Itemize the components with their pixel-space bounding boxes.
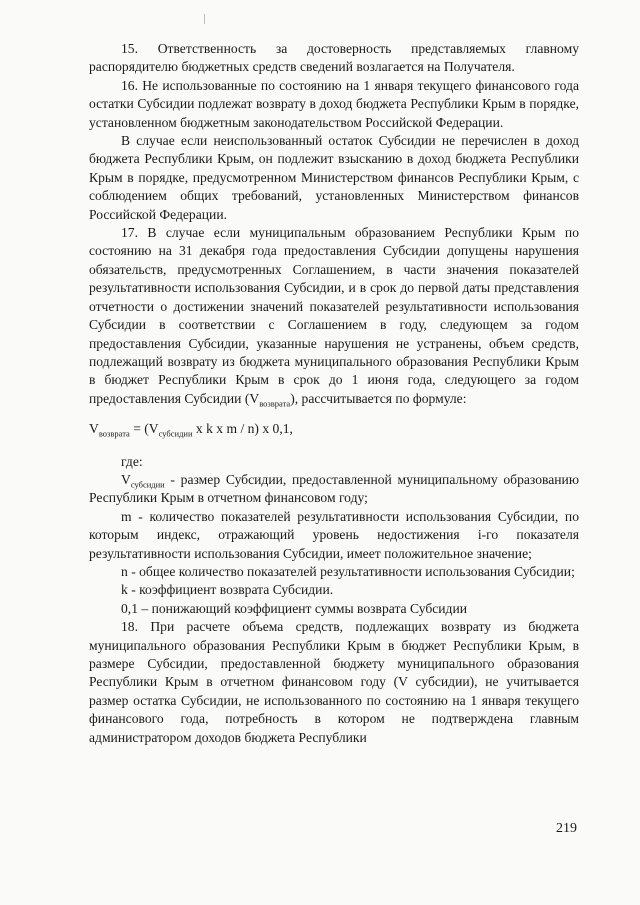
def-k: k - коэффициент возврата Субсидии. <box>121 582 334 598</box>
def-v-symbol: V <box>121 471 131 487</box>
paragraph-17-v-sub: возврата <box>259 398 291 409</box>
paragraph-16-continued: В случае если неиспользованный остаток Субсидии не перечислен в доход бюджета Республики Крым, он подлежит взысканию в доход бюджета Республики Крым в порядке, предусмотренном Министерством финансов Республики Крым, с соблюдением общих требований, установленных Министерством финансов Российской Федерации. <box>89 133 579 222</box>
where-label: где: <box>121 453 143 469</box>
formula-lhs: V <box>89 421 99 437</box>
paragraph-17-v-rest: ), рассчитывается по формуле: <box>290 390 467 406</box>
formula-lhs-sub: возврата <box>98 428 130 439</box>
def-n: n - общее количество показателей результативности использования Субсидии; <box>121 563 575 579</box>
return-formula <box>89 420 579 438</box>
paragraph-18: 18. При расчете объема средств, подлежащих возврату из бюджета муниципального образования Республики Крым в бюджет Республики Крым, в размере Субсидии, предоставленной бюджету муниципального образования Республики Крым в отчетном финансовом году (V субсидии), не учитывается размер остатка Субсидии, не использованного по состоянию на 1 января текущего финансового года, потребность в котором не подтверждена главным администратором доходов бюджета Республики <box>89 619 579 745</box>
def-coef: 0,1 – понижающий коэффициент суммы возврата Субсидии <box>121 600 468 616</box>
scan-mark <box>204 14 205 24</box>
formula-rhs-sub: субсидии <box>158 428 193 439</box>
document-body <box>89 40 579 747</box>
paragraph-17-text: 17. В случае если муниципальным образованием Республики Крым по состоянию на 31 декабря года предоставления Субсидии допущены нарушения обязательств, предусмотренных Соглашением, в части значения показателей результативности использования Субсидии, и в срок до первой даты представления отчетности о достижении значений показателей результативности использования Субсидии в соответствии с Соглашением в году, следующем за годом предоставления Субсидии, указанные нарушения не устранены, объем средств, подлежащий возврату из бюджета муниципального образования Республики Крым в бюджет Республики Крым в срок до 1 июня года, следующего за годом предоставления Субсидии <box>89 225 579 406</box>
def-v-text: - размер Субсидии, предоставленной муниципальному образованию Республики Крым в отчетном финансовом году; <box>89 471 579 506</box>
paragraph-15: 15. Ответственность за достоверность представляемых главному распорядителю бюджетных средств сведений возлагается на Получателя. <box>89 41 579 75</box>
def-v-sub: субсидии <box>130 479 165 490</box>
paragraph-16: 16. Не использованные по состоянию на 1 января текущего финансового года остатки Субсидии подлежат возврату в доход бюджета Республики Крым в порядке, установленном бюджетным законодательством Российской Федерации. <box>89 77 579 130</box>
def-v-subsidy <box>89 471 579 508</box>
page-number: 219 <box>556 821 577 836</box>
formula-rest: x k x m / n) x 0,1, <box>192 421 293 437</box>
formula-eq: = (V <box>129 421 159 437</box>
paragraph-17-v-open: (V <box>244 390 260 406</box>
def-m: m - количество показателей результативности использования Субсидии, по которым индекс, отражающий уровень недостижения i-го показателя результативности использования Субсидии, имеет положительное значение; <box>89 508 579 561</box>
paragraph-17 <box>89 224 579 408</box>
